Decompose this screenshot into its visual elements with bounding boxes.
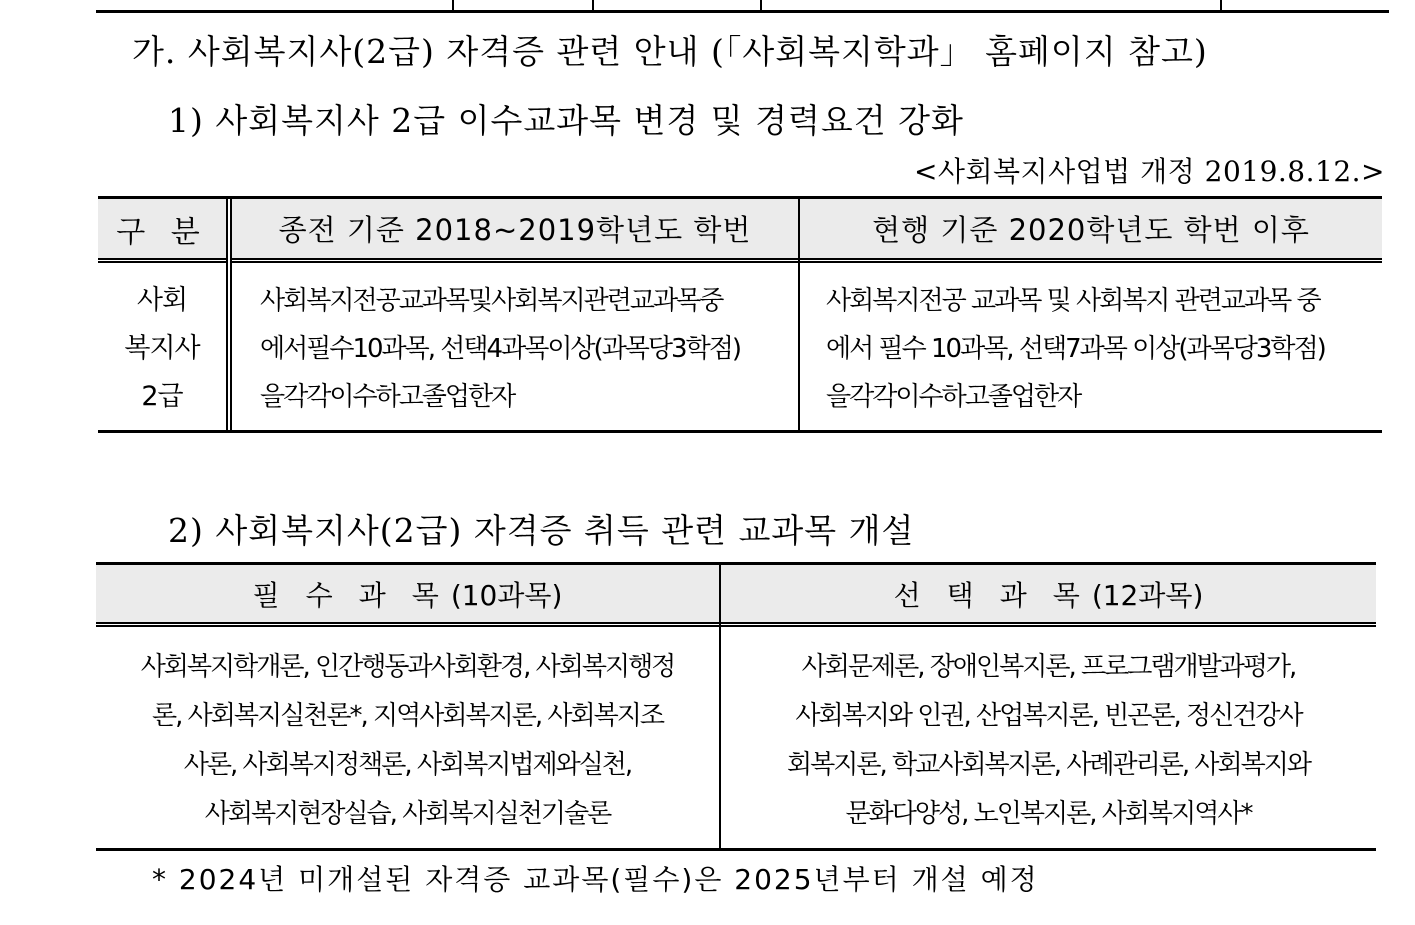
required-courses-cell xyxy=(96,643,719,839)
previous-table-bottom-edge xyxy=(96,0,1389,13)
required-header-count: (10과목) xyxy=(450,578,563,612)
current-criteria-cell xyxy=(826,277,1376,421)
course-offering-table xyxy=(96,562,1376,851)
header-double-rule xyxy=(98,258,1382,263)
section-1-title: 1) 사회복지사 2급 이수교과목 변경 및 경력요건 강화 xyxy=(168,101,964,140)
category-cell xyxy=(98,277,226,421)
category-line: 복지사 xyxy=(124,333,200,364)
criteria-line: 을각각이수하고졸업한자 xyxy=(826,382,1081,412)
criteria-line: 에서필수10과목, 선택4과목이상(과목당3학점) xyxy=(260,334,740,364)
criteria-line: 사회복지전공교과목및사회복지관련교과목중 xyxy=(260,286,723,316)
course-line: 사회복지와 인권, 산업복지론, 빈곤론, 정신건강사 xyxy=(795,701,1302,731)
header-category: 구 분 xyxy=(116,214,208,250)
course-line: 회복지론, 학교사회복지론, 사례관리론, 사회복지와 xyxy=(786,750,1311,780)
section-2-title: 2) 사회복지사(2급) 자격증 취득 관련 교과목 개설 xyxy=(168,511,915,550)
previous-criteria-cell xyxy=(260,277,790,421)
header-double-rule xyxy=(96,622,1376,627)
section-ga-title: 가. 사회복지사(2급) 자격증 관련 안내 (「사회복지학과」 홈페이지 참고) xyxy=(132,32,1208,71)
course-line: 문화다양성, 노인복지론, 사회복지역사* xyxy=(845,799,1252,829)
header-previous-criteria: 종전 기준 2018~2019학년도 학번 xyxy=(278,213,752,247)
elective-header-count: (12과목) xyxy=(1091,578,1204,612)
elective-courses-cell xyxy=(721,643,1376,839)
course-line: 론, 사회복지실천론*, 지역사회복지론, 사회복지조 xyxy=(152,701,663,731)
course-line: 사회복지현장실습, 사회복지실천기술론 xyxy=(204,799,611,829)
criteria-line: 사회복지전공 교과목 및 사회복지 관련교과목 중 xyxy=(826,286,1320,316)
table-divider xyxy=(1220,0,1222,10)
course-line: 사회복지학개론, 인간행동과사회환경, 사회복지행정 xyxy=(140,652,675,682)
table-divider xyxy=(452,0,454,10)
qualification-criteria-table xyxy=(98,196,1382,433)
elective-header-label: 선택과목 xyxy=(893,578,1106,612)
law-revision-note: <사회복지사업법 개정 2019.8.12.> xyxy=(913,155,1385,188)
category-line: 사회 xyxy=(136,285,188,316)
course-line: 사론, 사회복지정책론, 사회복지법제와실천, xyxy=(183,750,632,780)
category-line: 2급 xyxy=(141,381,183,412)
criteria-line: 에서 필수 10과목, 선택7과목 이상(과목당3학점) xyxy=(826,334,1325,364)
header-required-courses xyxy=(96,565,719,622)
course-line: 사회문제론, 장애인복지론, 프로그램개발과평가, xyxy=(801,652,1296,682)
footnote: * 2024년 미개설된 자격증 교과목(필수)은 2025년부터 개설 예정 xyxy=(152,863,1039,896)
header-current-criteria: 현행 기준 2020학년도 학번 이후 xyxy=(872,213,1310,247)
header-elective-courses xyxy=(721,565,1376,622)
criteria-line: 을각각이수하고졸업한자 xyxy=(260,382,515,412)
table-divider xyxy=(760,0,762,10)
table-divider xyxy=(592,0,594,10)
required-header-label: 필수과목 xyxy=(252,578,465,612)
